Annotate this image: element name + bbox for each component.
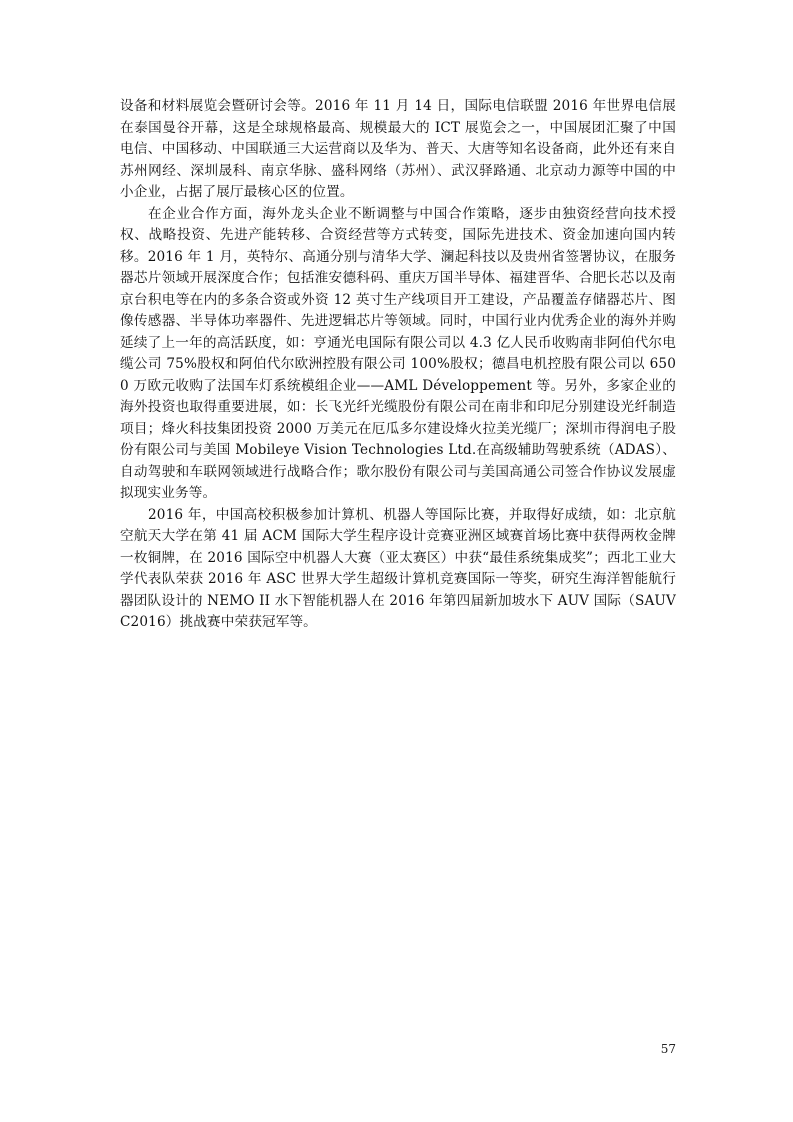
body-text	[120, 96, 676, 634]
paragraph-enterprise-cooperation: 在企业合作方面，海外龙头企业不断调整与中国合作策略，逐步由独资经营向技术授权、战略投资、先进产能转移、合资经营等方式转变，国际先进技术、资金加速向国内转移。2016 年 1 月，英特尔、高通分别与清华大学、澜起科技以及贵州省签署协议，在服务器芯片领域开展深度合作；包括淮安德科码、重庆万国半导体、福建晋华、合肥长芯以及南京台积电等在内的多条合资或外资 12 英寸生产线项目开工建设，产品覆盖存储器芯片、图像传感器、半导体功率器件、先进逻辑芯片等领域。同时，中国行业内优秀企业的海外并购延续了上一年的高活跃度，如：亨通光电国际有限公司以 4.3 亿人民币收购南非阿伯代尔电缆公司 75%股权和阿伯代尔欧洲控股有限公司 100%股权；德昌电机控股有限公司以 6500 万欧元收购了法国车灯系统模组企业——AML Développement 等。另外，多家企业的海外投资也取得重要进展，如：长飞光纤光缆股份有限公司在南非和印尼分别建设光纤制造项目；烽火科技集团投资 2000 万美元在厄瓜多尔建设烽火拉美光缆厂；深圳市得润电子股份有限公司与美国 Mobileye Vision Technologies Ltd.在高级辅助驾驶系统（ADAS）、自动驾驶和车联网领域进行战略合作；歌尔股份有限公司与美国高通公司签合作协议发展虚拟现实业务等。	[120, 205, 676, 501]
page-number: 57	[660, 1042, 676, 1056]
paragraph-university-competitions: 2016 年，中国高校积极参加计算机、机器人等国际比赛，并取得好成绩，如：北京航空航天大学在第 41 届 ACM 国际大学生程序设计竞赛亚洲区域赛首场比赛中获得两枚金牌一枚铜牌，在 2016 国际空中机器人大赛（亚太赛区）中获“最佳系统集成奖”；西北工业大学代表队荣获 2016 年 ASC 世界大学生超级计算机竞赛国际一等奖，研究生海洋智能航行器团队设计的 NEMO II 水下智能机器人在 2016 年第四届新加坡水下 AUV 国际（SAUVC2016）挑战赛中荣获冠军等。	[120, 506, 676, 630]
paragraph-continuation: 设备和材料展览会暨研讨会等。2016 年 11 月 14 日，国际电信联盟 2016 年世界电信展在泰国曼谷开幕，这是全球规格最高、规模最大的 ICT 展览会之一，中国展团汇聚了中国电信、中国移动、中国联通三大运营商以及华为、普天、大唐等知名设备商，此外还有来自苏州网经、深圳晟科、南京华脉、盛科网络（苏州）、武汉驿路通、北京动力源等中国的中小企业，占据了展厅最核心区的位置。	[120, 98, 676, 200]
